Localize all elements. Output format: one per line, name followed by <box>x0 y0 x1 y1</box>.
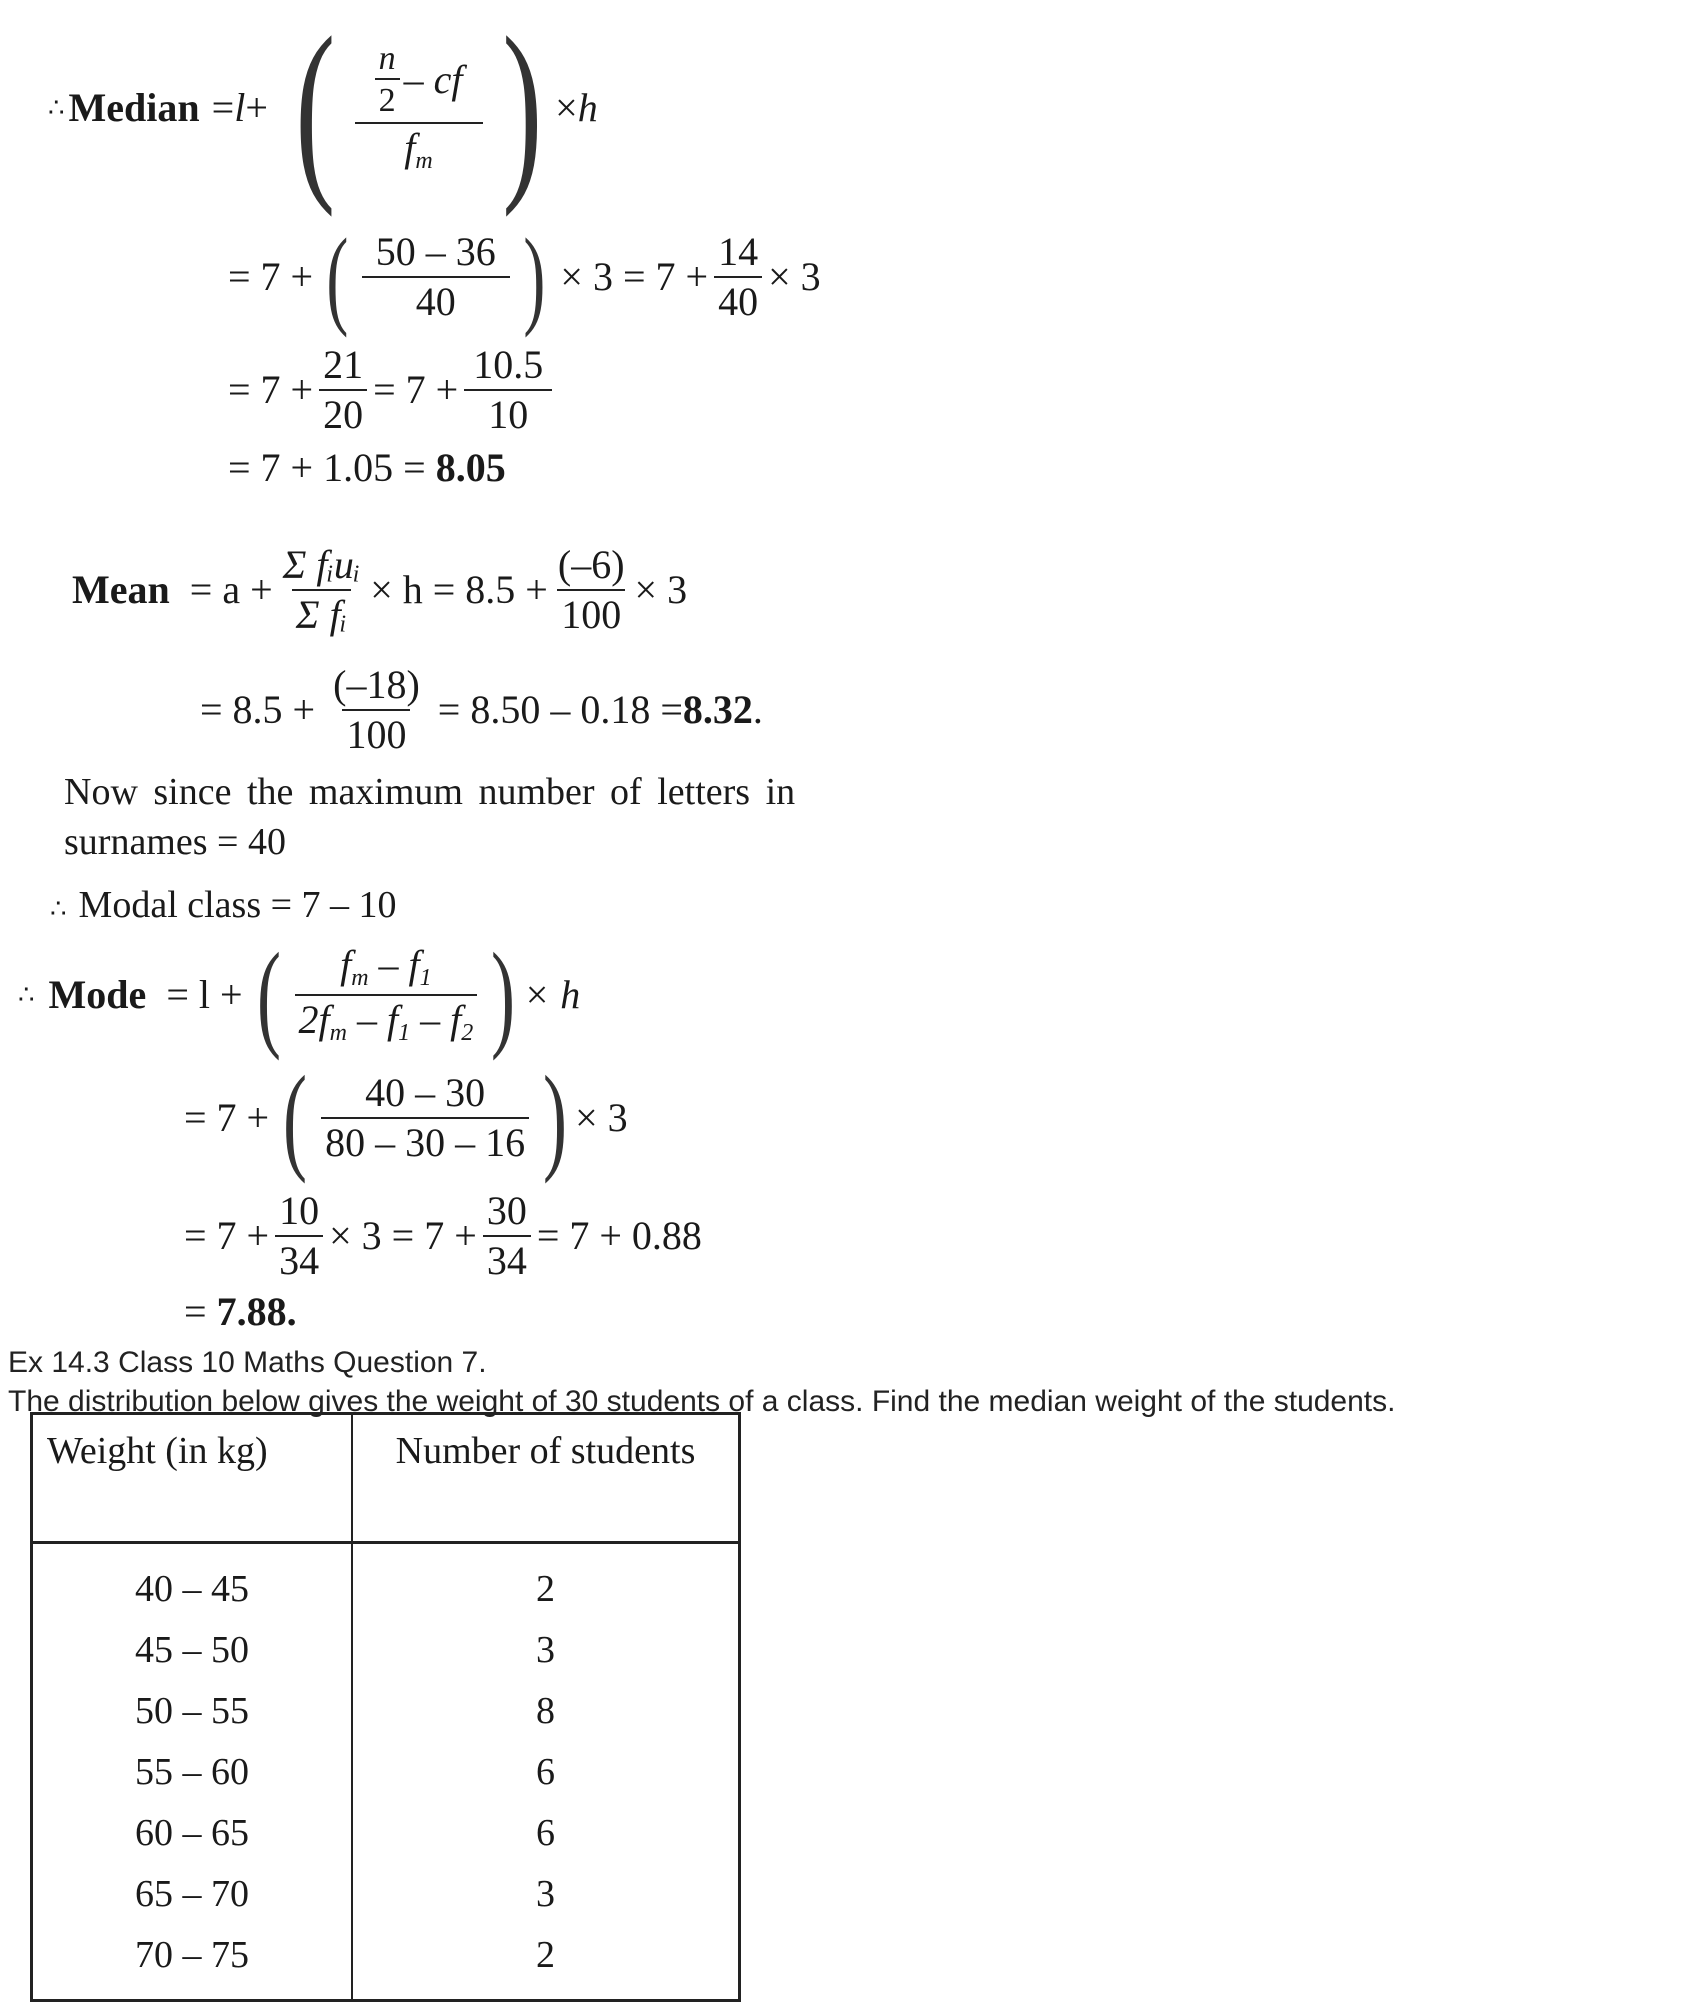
median-label: Median <box>68 85 200 130</box>
median-result: 8.05 <box>435 445 506 490</box>
mean-formula: Mean = a + $\frac{\text{Σ fᵢuᵢ}}{\text{Σ fᵢ}}$ × h = 8.5 + $\frac{(-6)}{100}$ × 3 <box>72 542 688 637</box>
table-row: 65 – 70 3 <box>32 1863 740 1924</box>
therefore-symbol: ∴ <box>18 980 35 1009</box>
header-number-of-students: Number of students <box>352 1414 740 1543</box>
modal-explanation-line-1: Now since the maximum number of letters in <box>64 771 796 813</box>
modal-explanation-line-2: surnames = 40 <box>64 821 286 863</box>
table-row: 60 – 65 6 <box>32 1802 740 1863</box>
table-row: 40 – 45 2 <box>32 1543 740 1620</box>
median-step-1: = 7 + ( $\frac{50 - 36}{40}$ ) × 3 = 7 + $\frac{14}{40}$ × 3 <box>228 215 821 338</box>
right-paren: ) <box>501 0 542 218</box>
mode-formula: ∴ Mode = l + ( $\frac{f_m - f_1}{2f_m - f_1 - f_2}$ ) × h <box>18 928 581 1061</box>
mode-label: Mode <box>48 972 147 1017</box>
table-row: 50 – 55 8 <box>32 1680 740 1741</box>
left-paren: ( <box>326 215 349 338</box>
table-header-row <box>32 1414 740 1543</box>
right-paren: ) <box>543 1051 568 1184</box>
mode-result-line: = 7.88. <box>184 1289 297 1334</box>
median-fraction: $\frac{n}{2}$ – cf $f_m$ <box>355 42 483 173</box>
weight-distribution-table <box>30 1412 741 2002</box>
mean-label: Mean <box>72 567 170 612</box>
modal-class-line: ∴ Modal class = 7 – 10 <box>50 884 397 926</box>
mode-step-1: = 7 + ( $\frac{40 - 30}{80 - 30 - 16}$ ) × 3 <box>184 1051 628 1184</box>
median-fraction-group <box>282 0 555 218</box>
question-text: The distribution below gives the weight of 30 students of a class. Find the median weight of the students. <box>8 1385 1396 1418</box>
median-step-2: = 7 + $\frac{21}{20}$ = 7 + $\frac{10.5}{10}$ <box>228 340 558 440</box>
right-paren: ) <box>491 928 516 1061</box>
mode-result: 7.88. <box>216 1289 297 1334</box>
right-paren: ) <box>523 215 546 338</box>
left-paren: ( <box>256 928 281 1061</box>
header-weight: Weight (in kg) <box>32 1414 353 1543</box>
mean-result: 8.32 <box>682 687 753 732</box>
mean-step-1: = 8.5 + $\frac{(-18)}{100}$ = 8.50 – 0.18 = 8.32 . <box>200 662 763 757</box>
median-formula: ∴ Median = l + ( $\frac{n}{2}$ – cf $f_m$ ) × h <box>48 0 598 218</box>
table-row: 70 – 75 2 <box>32 1924 740 2001</box>
therefore-symbol: ∴ <box>48 93 65 122</box>
question-heading: Ex 14.3 Class 10 Maths Question 7. <box>8 1346 487 1379</box>
left-paren: ( <box>295 0 336 218</box>
table-row: 45 – 50 3 <box>32 1619 740 1680</box>
left-paren: ( <box>283 1051 308 1184</box>
mode-step-2: = 7 + $\frac{10}{34}$ × 3 = 7 + $\frac{30}{34}$ = 7 + 0.88 <box>184 1188 702 1283</box>
table-row: 55 – 60 6 <box>32 1741 740 1802</box>
therefore-symbol: ∴ <box>50 894 67 923</box>
median-result-line: = 7 + 1.05 = 8.05 <box>228 445 506 490</box>
